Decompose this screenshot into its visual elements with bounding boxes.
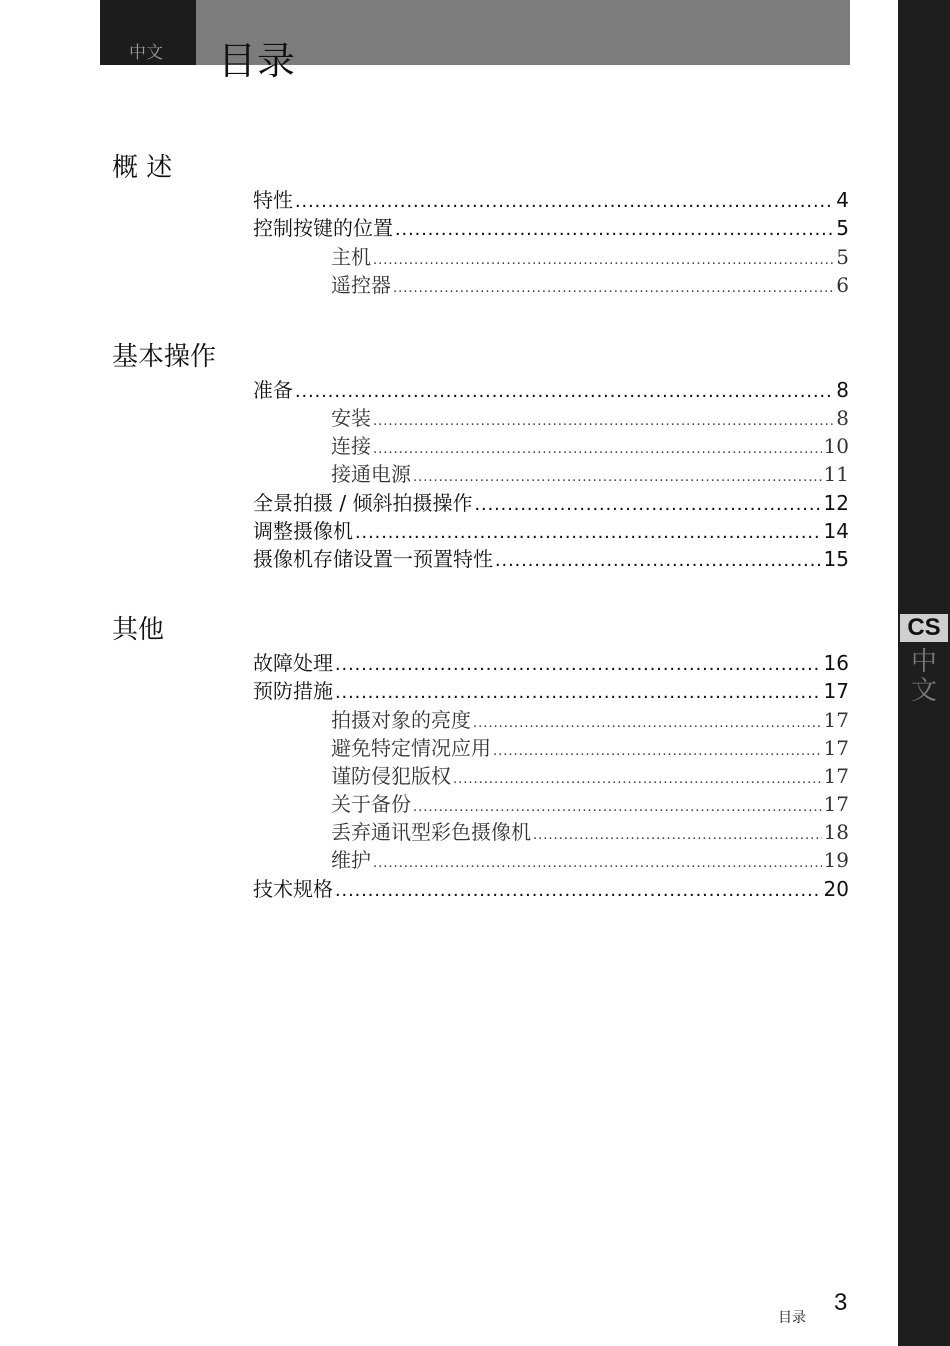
toc-page-number: 17 bbox=[823, 764, 849, 788]
toc-subentry[interactable] bbox=[331, 241, 849, 270]
toc-entry[interactable] bbox=[253, 675, 849, 704]
toc-entry-label: 摄像机存储设置一预置特性 bbox=[253, 547, 493, 571]
dot-leader bbox=[295, 190, 834, 213]
toc-subentry[interactable] bbox=[331, 402, 849, 431]
toc-entry[interactable] bbox=[253, 543, 849, 572]
toc-entry[interactable] bbox=[253, 212, 849, 241]
toc-entry[interactable] bbox=[253, 374, 849, 403]
toc-page-number: 8 bbox=[836, 406, 849, 430]
toc-page-number: 12 bbox=[823, 491, 849, 515]
toc-page-number: 20 bbox=[823, 877, 849, 901]
toc-subentry[interactable] bbox=[331, 269, 849, 298]
section-title-overview: 概 述 bbox=[112, 153, 173, 183]
dot-leader bbox=[373, 856, 822, 871]
toc-entry-label: 连接 bbox=[331, 434, 371, 458]
toc-entry-label: 丢弃通讯型彩色摄像机 bbox=[331, 820, 531, 844]
dot-leader bbox=[373, 414, 834, 429]
dot-leader bbox=[393, 281, 834, 296]
toc-subentry[interactable] bbox=[331, 704, 849, 733]
toc-page-number: 17 bbox=[823, 708, 849, 732]
footer-section-label: 目录 bbox=[778, 1310, 806, 1326]
toc-subentry[interactable] bbox=[331, 760, 849, 789]
toc-entry-label: 全景拍摄 / 倾斜拍摄操作 bbox=[253, 491, 473, 515]
toc-entry-label: 安装 bbox=[331, 406, 371, 430]
toc-entry[interactable] bbox=[253, 184, 849, 213]
dot-leader bbox=[335, 681, 822, 704]
toc-page-number: 17 bbox=[823, 792, 849, 816]
toc-entry-label: 主机 bbox=[331, 245, 371, 269]
toc-entry-label: 控制按键的位置 bbox=[253, 216, 393, 240]
toc-page-number: 18 bbox=[823, 820, 849, 844]
dot-leader bbox=[295, 380, 834, 403]
toc-entry-label: 拍摄对象的亮度 bbox=[331, 708, 471, 732]
toc-entry-label: 谨防侵犯版权 bbox=[331, 764, 451, 788]
toc-entry[interactable] bbox=[253, 487, 849, 516]
toc-entry-label: 预防措施 bbox=[253, 679, 333, 703]
toc-page-number: 10 bbox=[823, 434, 849, 458]
dot-leader bbox=[335, 653, 822, 676]
language-code-tab: CS bbox=[900, 614, 948, 642]
toc-page-number: 4 bbox=[836, 188, 849, 212]
dot-leader bbox=[493, 744, 822, 759]
language-tab bbox=[100, 0, 196, 65]
side-language-label bbox=[900, 648, 948, 706]
toc-entry-label: 维护 bbox=[331, 848, 371, 872]
toc-subentry[interactable] bbox=[331, 816, 849, 845]
dot-leader bbox=[373, 253, 834, 268]
toc-page-number: 17 bbox=[823, 736, 849, 760]
toc-page-number: 16 bbox=[823, 651, 849, 675]
toc-entry[interactable] bbox=[253, 873, 849, 902]
dot-leader bbox=[413, 470, 822, 485]
side-language-char: 文 bbox=[910, 676, 937, 706]
page-title: 目录 bbox=[218, 39, 297, 83]
toc-entry-label: 调整摄像机 bbox=[253, 519, 353, 543]
toc-page-number: 17 bbox=[823, 679, 849, 703]
dot-leader bbox=[373, 442, 822, 457]
toc-page-number: 8 bbox=[836, 378, 849, 402]
toc-entry-label: 遥控器 bbox=[331, 273, 391, 297]
toc-page-number: 19 bbox=[823, 848, 849, 872]
toc-entry-label: 接通电源 bbox=[331, 462, 411, 486]
toc-subentry[interactable] bbox=[331, 430, 849, 459]
toc-entry-label: 故障处理 bbox=[253, 651, 333, 675]
toc-page-number: 5 bbox=[836, 245, 849, 269]
toc-entry-label: 技术规格 bbox=[253, 877, 333, 901]
toc-page-number: 5 bbox=[836, 216, 849, 240]
page-number: 3 bbox=[834, 1289, 848, 1316]
toc-subentry[interactable] bbox=[331, 788, 849, 817]
dot-leader bbox=[473, 716, 822, 731]
toc-subentry[interactable] bbox=[331, 458, 849, 487]
toc-entry-label: 关于备份 bbox=[331, 792, 411, 816]
toc-subentry[interactable] bbox=[331, 844, 849, 873]
toc-subentry[interactable] bbox=[331, 732, 849, 761]
section-title-other: 其他 bbox=[112, 615, 165, 645]
toc-entry-label: 准备 bbox=[253, 378, 293, 402]
toc-entry-label: 特性 bbox=[253, 188, 293, 212]
header-bar bbox=[100, 0, 850, 65]
dot-leader bbox=[355, 521, 822, 544]
dot-leader bbox=[335, 879, 822, 902]
dot-leader bbox=[474, 493, 821, 516]
section-title-basic-operation: 基本操作 bbox=[112, 342, 217, 372]
toc-page-number: 15 bbox=[823, 547, 849, 571]
toc-entry[interactable] bbox=[253, 647, 849, 676]
toc-page-number: 11 bbox=[823, 462, 849, 486]
dot-leader bbox=[533, 828, 822, 843]
dot-leader bbox=[495, 549, 822, 572]
side-language-char: 中 bbox=[910, 647, 937, 677]
toc-page-number: 6 bbox=[836, 273, 849, 297]
toc-page-number: 14 bbox=[823, 519, 849, 543]
dot-leader bbox=[395, 218, 834, 241]
dot-leader bbox=[453, 772, 822, 787]
dot-leader bbox=[413, 800, 822, 815]
toc-entry-label: 避免特定情况应用 bbox=[331, 736, 491, 760]
toc-entry[interactable] bbox=[253, 515, 849, 544]
language-label: 中文 bbox=[129, 43, 163, 63]
